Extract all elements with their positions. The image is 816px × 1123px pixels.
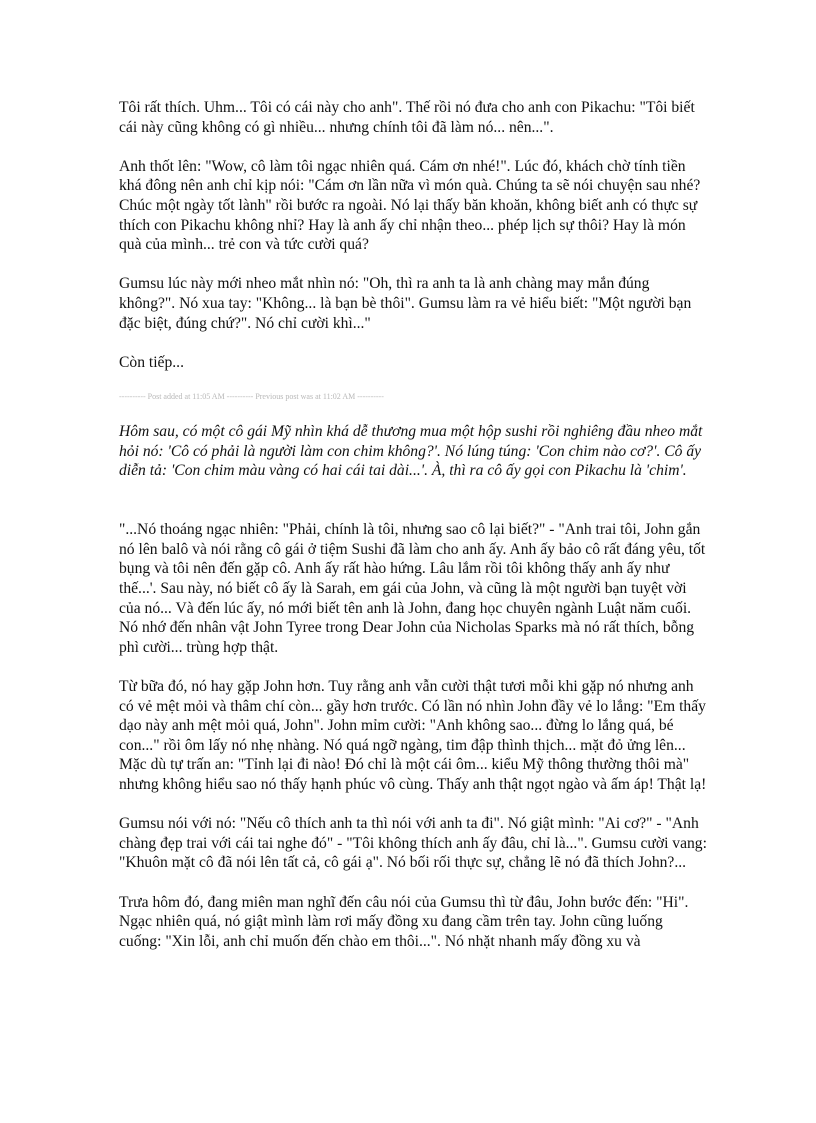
post-separator: ---------- Post added at 11:05 AM ---------- Previous post was at 11:02 AM ----------: [119, 391, 384, 401]
paragraph: Tôi rất thích. Uhm... Tôi có cái này cho anh". Thế rồi nó đưa cho anh con Pikachu: "Tôi biết cái này cũng không có gì nhiều... nhưng chính tôi đã làm nó... nên...".: [119, 99, 695, 136]
paragraph: Anh thốt lên: "Wow, cô làm tôi ngạc nhiên quá. Cám ơn nhé!". Lúc đó, khách chờ tính tiền khá đông nên anh chỉ kịp nói: "Cám ơn lần nữa vì món quà. Chúng ta sẽ nói chuyện sau nhé? Chúc một ngày tốt lành" rồi bước ra ngoài. Nó lại thấy băn khoăn, không biết anh có thực sự thích con Pikachu không nhỉ? Hay là anh ấy chỉ nhận theo... phép lịch sự thôi? Hay là món quà của mình... trẻ con và tức cười quá?: [119, 157, 701, 254]
paragraph: Gumsu lúc này mới nheo mắt nhìn nó: "Oh, thì ra anh ta là anh chàng may mắn đúng không?". Nó xua tay: "Không... là bạn bè thôi". Gumsu làm ra vẻ hiểu biết: "Một người bạn đặc biệt, đúng chứ?". Nó chỉ cười khì...": [119, 275, 692, 332]
italic-paragraph: Hôm sau, có một cô gái Mỹ nhìn khá dễ thương mua một hộp sushi rồi nghiêng đầu nheo mắt hỏi nó: 'Cô có phải là người làm con chim không?'. Nó lúng túng: 'Con chim nào cơ?'. Cô ấy diễn tả: 'Con chim màu vàng có hai cái tai dài...'. À, thì ra cô ấy gọi con Pikachu là 'chim'.: [119, 422, 703, 480]
paragraph: Từ bữa đó, nó hay gặp John hơn. Tuy rằng anh vẫn cười thật tươi mỗi khi gặp nó nhưng anh có vẻ mệt mỏi và thâm chí còn... gầy hơn trước. Có lần nó nhìn John đầy vẻ lo lắng: "Em thấy dạo này anh mệt mỏi quá, John". John mỉm cười: "Anh không sao... đừng lo lắng quá, bé con..." rồi ôm lấy nó nhẹ nhàng. Nó quá ngỡ ngàng, tim đập thình thịch... mặt đỏ ửng lên... Mặc dù tự trấn an: "Tỉnh lại đi nào! Đó chỉ là một cái ôm... kiểu Mỹ thông thường thôi mà" nhưng không hiểu sao nó thấy hạnh phúc vô cùng. Thấy anh thật ngọt ngào và ấm áp! Thật lạ!: [119, 678, 707, 793]
blank-gap: [119, 500, 709, 520]
paragraph: "...Nó thoáng ngạc nhiên: "Phải, chính là tôi, nhưng sao cô lại biết?" - "Anh trai tôi, John gắn nó lên balô và nói rằng cô gái ở tiệm Sushi đã làm cho anh ấy. Anh ấy bảo cô rất đáng yêu, tốt bụng và tôi nên đến gặp cô. Anh ấy rất hào hứng. Lâu lắm rồi tôi không thấy anh ấy như thế...'. Sau này, nó biết cô ấy là Sarah, em gái của John, và cũng là một người bạn tuyệt vời của nó... Và đến lúc ấy, nó mới biết tên anh là John, đang học chuyên ngành Luật năm cuối. Nó nhớ đến nhân vật John Tyree trong Dear John của Nicholas Sparks mà nó rất thích, bỗng phì cười... trùng hợp thật.: [119, 521, 706, 656]
paragraph: Còn tiếp...: [119, 353, 184, 371]
document-page: [119, 98, 709, 971]
paragraph: Trưa hôm đó, đang miên man nghĩ đến câu nói của Gumsu thì từ đâu, John bước đến: "Hi". Ngạc nhiên quá, nó giật mình làm rơi mấy đồng xu đang cầm trên tay. John cũng luống cuống: "Xin lỗi, anh chỉ muốn đến chào em thôi...". Nó nhặt nhanh mấy đồng xu và: [119, 893, 689, 950]
paragraph: Gumsu nói với nó: "Nếu cô thích anh ta thì nói với anh ta đi". Nó giật mình: "Ai cơ?" - "Anh chàng đẹp trai với cái tai nghe đó" - "Tôi không thích anh ấy đâu, chỉ là...". Gumsu cười vang: "Khuôn mặt cô đã nói lên tất cả, cô gái ạ". Nó bối rối thực sự, chẳng lẽ nó đã thích John?...: [119, 815, 707, 872]
